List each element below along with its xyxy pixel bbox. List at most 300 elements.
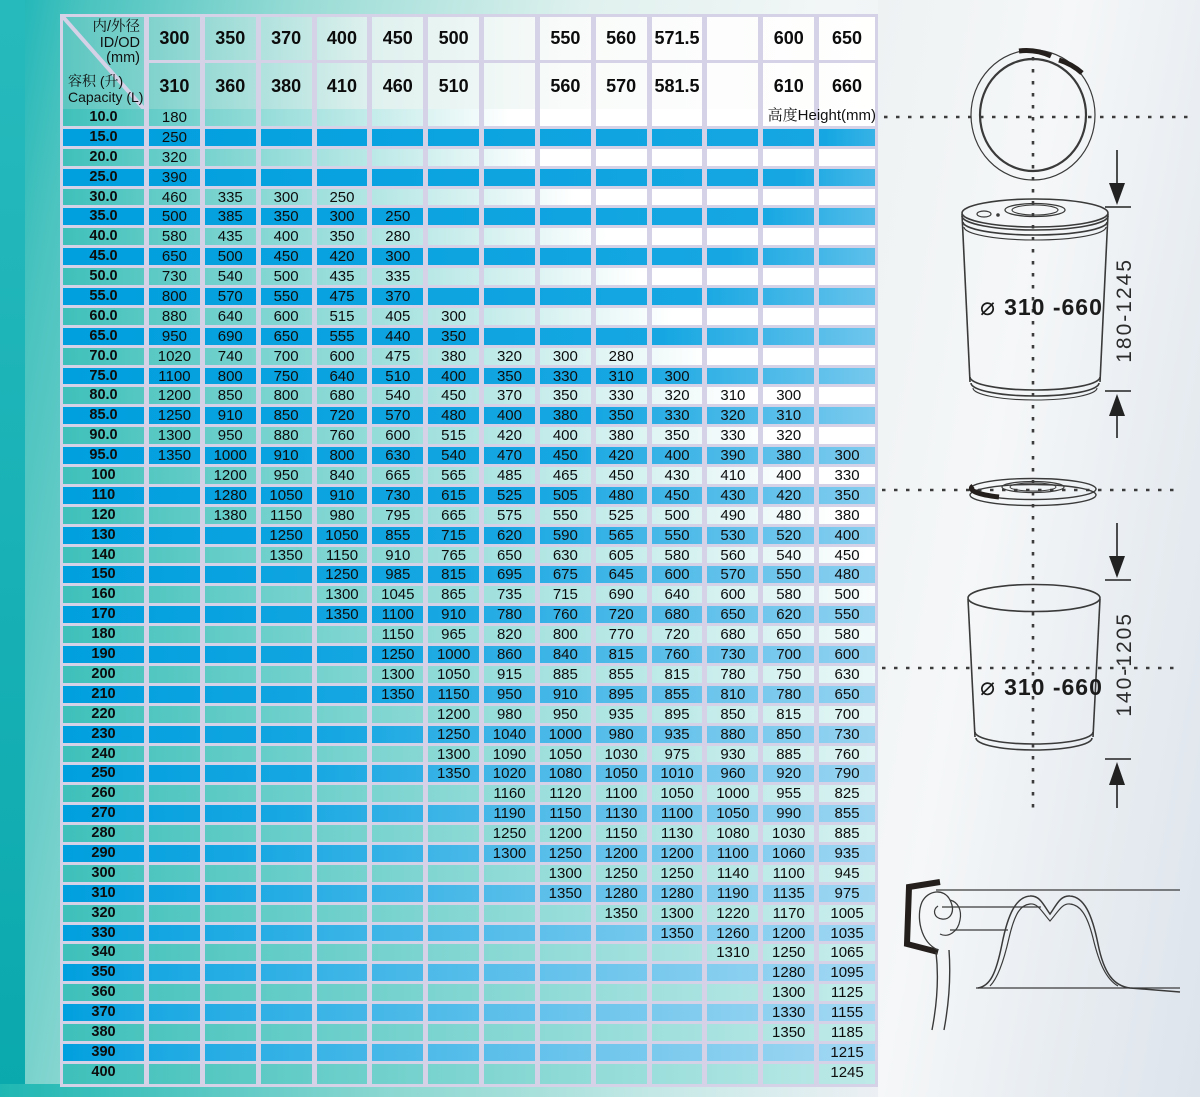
height-cell: 300 bbox=[372, 248, 428, 265]
height-cell: 1010 bbox=[652, 765, 708, 782]
table-row bbox=[63, 746, 875, 766]
capacity-label: 55.0 bbox=[63, 288, 149, 305]
height-cell bbox=[317, 129, 373, 146]
height-cell: 950 bbox=[205, 427, 261, 444]
height-cell bbox=[149, 925, 205, 942]
height-cell: 400 bbox=[428, 368, 484, 385]
height-cell bbox=[205, 626, 261, 643]
height-cell: 605 bbox=[596, 547, 652, 564]
height-cell bbox=[484, 1004, 540, 1021]
height-cell bbox=[205, 129, 261, 146]
capacity-label: 250 bbox=[63, 765, 149, 782]
height-cell bbox=[540, 228, 596, 245]
height-cell bbox=[372, 865, 428, 882]
height-cell: 910 bbox=[205, 407, 261, 424]
height-cell bbox=[149, 706, 205, 723]
height-cell: 380 bbox=[596, 427, 652, 444]
height-cell: 1150 bbox=[428, 686, 484, 703]
height-cell: 510 bbox=[372, 368, 428, 385]
height-cell bbox=[372, 885, 428, 902]
height-cell: 330 bbox=[834, 467, 860, 484]
height-cell bbox=[205, 706, 261, 723]
height-cell bbox=[819, 268, 875, 285]
capacity-label: 400 bbox=[63, 1064, 149, 1084]
height-cell: 1100 bbox=[707, 845, 763, 862]
height-cell: 1260 bbox=[707, 925, 763, 942]
height-cell bbox=[205, 984, 261, 1001]
height-cell: 720 bbox=[596, 606, 652, 623]
od-col-header: 310 bbox=[149, 63, 205, 109]
height-cell bbox=[261, 765, 317, 782]
height-cell: 310 bbox=[763, 407, 819, 424]
height-cell: 620 bbox=[484, 527, 540, 544]
height-cell bbox=[707, 208, 763, 225]
height-cell bbox=[205, 805, 261, 822]
height-cell: 390 bbox=[707, 447, 763, 464]
height-cell: 1250 bbox=[540, 845, 596, 862]
height-cell: 1350 bbox=[317, 606, 373, 623]
height-cell bbox=[484, 865, 540, 882]
height-cell: 1140 bbox=[707, 865, 763, 882]
height-cell: 810 bbox=[707, 686, 763, 703]
table-row bbox=[63, 785, 875, 805]
height-cell bbox=[317, 1004, 373, 1021]
height-cell: 1250 bbox=[149, 407, 205, 424]
height-cell: 540 bbox=[763, 547, 819, 564]
height-cell: 335 bbox=[372, 268, 428, 285]
height-cell: 370 bbox=[372, 288, 428, 305]
height-cell: 1200 bbox=[596, 845, 652, 862]
height-cell: 1030 bbox=[596, 746, 652, 763]
height-cell: 1200 bbox=[149, 387, 205, 404]
height-cell bbox=[428, 208, 484, 225]
height-cell: 980 bbox=[484, 706, 540, 723]
height-cell bbox=[428, 845, 484, 862]
table-row bbox=[63, 487, 875, 507]
height-cell bbox=[149, 487, 205, 504]
height-cell bbox=[484, 288, 540, 305]
height-cell: 1200 bbox=[652, 845, 708, 862]
height-cell bbox=[484, 885, 540, 902]
open-drum-diameter-label bbox=[980, 672, 1103, 702]
height-cell bbox=[596, 189, 652, 206]
height-cell: 1250 bbox=[372, 646, 428, 663]
height-cell bbox=[149, 646, 205, 663]
height-cell bbox=[261, 1004, 317, 1021]
height-cell: 540 bbox=[205, 268, 261, 285]
table-row bbox=[63, 208, 875, 228]
height-cell bbox=[261, 626, 317, 643]
height-cell: 815 bbox=[763, 706, 819, 723]
height-cell: 1300 bbox=[652, 905, 708, 922]
id-col-header bbox=[484, 17, 540, 63]
height-cell: 590 bbox=[540, 527, 596, 544]
height-cell: 1005 bbox=[830, 904, 864, 922]
height-cell: 715 bbox=[540, 586, 596, 603]
height-cell bbox=[763, 129, 819, 146]
table-row bbox=[63, 328, 875, 348]
height-cell: 380 bbox=[428, 348, 484, 365]
capacity-label: 60.0 bbox=[63, 308, 149, 325]
table-row bbox=[63, 1044, 875, 1064]
height-cell bbox=[149, 507, 205, 524]
height-cell: 460 bbox=[149, 189, 205, 206]
height-cell bbox=[372, 805, 428, 822]
table-row bbox=[63, 447, 875, 467]
corner-capacity-cn: 容积 (升) bbox=[68, 73, 124, 89]
height-cell: 1150 bbox=[317, 547, 373, 564]
height-cell bbox=[540, 268, 596, 285]
height-cell bbox=[261, 964, 317, 981]
height-cell: 180 bbox=[149, 109, 205, 126]
od-col-header: 581.5 bbox=[652, 63, 708, 109]
height-cell bbox=[596, 308, 652, 325]
height-cell bbox=[707, 328, 763, 345]
height-cell: 505 bbox=[540, 487, 596, 504]
height-cell bbox=[205, 149, 261, 166]
height-cell bbox=[261, 706, 317, 723]
height-cell: 435 bbox=[205, 228, 261, 245]
height-cell bbox=[261, 149, 317, 166]
height-cell: 1250 bbox=[652, 865, 708, 882]
height-cell: 480 bbox=[763, 507, 819, 524]
height-cell bbox=[819, 328, 875, 345]
height-cell: 1095 bbox=[830, 964, 864, 982]
corner-title-cn: 内/外径 bbox=[92, 19, 140, 35]
height-cell: 620 bbox=[763, 606, 819, 623]
height-cell bbox=[819, 348, 875, 365]
height-cell: 910 bbox=[372, 547, 428, 564]
height-cell bbox=[540, 109, 596, 126]
height-cell bbox=[317, 686, 373, 703]
capacity-label: 25.0 bbox=[63, 169, 149, 186]
height-cell bbox=[540, 288, 596, 305]
height-cell bbox=[205, 1024, 261, 1041]
height-cell: 1300 bbox=[149, 427, 205, 444]
height-cell bbox=[707, 129, 763, 146]
height-cell bbox=[428, 248, 484, 265]
height-cell bbox=[540, 308, 596, 325]
height-cell bbox=[540, 925, 596, 942]
height-cell bbox=[261, 805, 317, 822]
height-cell bbox=[540, 248, 596, 265]
dimension-arrow-down-top bbox=[1105, 150, 1131, 207]
height-cell: 640 bbox=[317, 368, 373, 385]
height-cell bbox=[261, 785, 317, 802]
height-cell: 950 bbox=[540, 706, 596, 723]
height-cell: 1300 bbox=[763, 984, 819, 1001]
height-cell: 380 bbox=[834, 506, 860, 524]
table-row bbox=[63, 706, 875, 726]
height-cell bbox=[261, 1044, 317, 1061]
height-cell: 730 bbox=[834, 725, 860, 743]
height-cell bbox=[652, 109, 708, 126]
closed-drum-diameter-value: 310 -660 bbox=[1004, 293, 1103, 320]
height-cell: 1135 bbox=[763, 885, 819, 902]
height-cell bbox=[540, 905, 596, 922]
height-cell: 945 bbox=[834, 864, 860, 882]
capacity-label: 90.0 bbox=[63, 427, 149, 444]
height-cell: 300 bbox=[428, 308, 484, 325]
height-cell: 770 bbox=[596, 626, 652, 643]
height-cell bbox=[484, 1024, 540, 1041]
height-cell bbox=[540, 189, 596, 206]
table-row bbox=[63, 527, 875, 547]
height-cell bbox=[428, 1064, 484, 1084]
table-row bbox=[63, 805, 875, 825]
height-cell: 1190 bbox=[484, 805, 540, 822]
height-cell: 1350 bbox=[596, 905, 652, 922]
height-cell: 1080 bbox=[707, 825, 763, 842]
height-cell: 1040 bbox=[484, 726, 540, 743]
height-cell: 350 bbox=[652, 427, 708, 444]
table-row bbox=[63, 467, 875, 487]
table-row bbox=[63, 169, 875, 189]
height-cell: 575 bbox=[484, 507, 540, 524]
height-cell bbox=[261, 984, 317, 1001]
height-cell: 320 bbox=[149, 149, 205, 166]
height-cell bbox=[261, 686, 317, 703]
height-cell: 760 bbox=[652, 646, 708, 663]
height-cell: 850 bbox=[763, 726, 819, 743]
height-cell: 1350 bbox=[428, 765, 484, 782]
height-cell bbox=[149, 666, 205, 683]
height-cell bbox=[484, 964, 540, 981]
height-cell: 730 bbox=[372, 487, 428, 504]
height-cell bbox=[484, 109, 540, 126]
table-row bbox=[63, 626, 875, 646]
height-cell: 1060 bbox=[763, 845, 819, 862]
corner-unit: (mm) bbox=[106, 50, 140, 66]
height-cell bbox=[149, 984, 205, 1001]
height-cell bbox=[317, 1044, 373, 1061]
capacity-label: 10.0 bbox=[63, 109, 149, 126]
height-cell bbox=[372, 1024, 428, 1041]
height-cell: 405 bbox=[372, 308, 428, 325]
height-cell: 950 bbox=[484, 686, 540, 703]
table-row bbox=[63, 1004, 875, 1024]
height-cell bbox=[428, 149, 484, 166]
height-cell: 1280 bbox=[763, 964, 819, 981]
height-cell: 310 bbox=[707, 387, 763, 404]
height-cell: 385 bbox=[205, 208, 261, 225]
height-cell: 1300 bbox=[540, 865, 596, 882]
table-row bbox=[63, 865, 875, 885]
height-cell: 550 bbox=[763, 566, 819, 583]
height-cell bbox=[428, 189, 484, 206]
table-row bbox=[63, 149, 875, 169]
height-cell: 450 bbox=[596, 467, 652, 484]
height-cell: 1020 bbox=[149, 348, 205, 365]
height-cell bbox=[484, 189, 540, 206]
height-cell: 515 bbox=[428, 427, 484, 444]
height-cell: 1280 bbox=[205, 487, 261, 504]
height-cell: 250 bbox=[149, 129, 205, 146]
drum-illustration bbox=[878, 0, 1200, 1097]
height-cell bbox=[763, 308, 819, 325]
height-cell bbox=[484, 149, 540, 166]
height-cell: 910 bbox=[317, 487, 373, 504]
height-cell bbox=[596, 288, 652, 305]
capacity-label: 210 bbox=[63, 686, 149, 703]
height-cell: 795 bbox=[372, 507, 428, 524]
capacity-label: 95.0 bbox=[63, 447, 149, 464]
height-cell bbox=[205, 964, 261, 981]
height-cell bbox=[484, 308, 540, 325]
capacity-label: 80.0 bbox=[63, 387, 149, 404]
height-cell bbox=[819, 208, 875, 225]
height-cell: 300 bbox=[261, 189, 317, 206]
height-cell bbox=[428, 785, 484, 802]
height-cell bbox=[540, 1024, 596, 1041]
height-cell: 1160 bbox=[484, 785, 540, 802]
id-col-header: 571.5 bbox=[652, 17, 708, 63]
height-cell: 1150 bbox=[261, 507, 317, 524]
table-row bbox=[63, 288, 875, 308]
height-cell: 740 bbox=[205, 348, 261, 365]
height-cell bbox=[652, 1024, 708, 1041]
height-cell bbox=[149, 865, 205, 882]
height-cell: 1050 bbox=[596, 765, 652, 782]
height-cell bbox=[484, 1064, 540, 1084]
height-cell bbox=[317, 905, 373, 922]
od-col-header: 570 bbox=[596, 63, 652, 109]
height-cell: 640 bbox=[652, 586, 708, 603]
id-col-header: 450 bbox=[372, 17, 428, 63]
closed-drum-diameter-label bbox=[980, 292, 1103, 322]
height-cell bbox=[149, 905, 205, 922]
height-cell: 1310 bbox=[707, 944, 763, 961]
table-row bbox=[63, 507, 875, 527]
height-cell: 1050 bbox=[540, 746, 596, 763]
height-cell: 300 bbox=[540, 348, 596, 365]
height-cell: 335 bbox=[205, 189, 261, 206]
height-cell bbox=[205, 925, 261, 942]
od-col-header: 560 bbox=[540, 63, 596, 109]
height-cell bbox=[428, 865, 484, 882]
height-cell bbox=[317, 825, 373, 842]
height-cell bbox=[707, 1024, 763, 1041]
height-cell bbox=[261, 606, 317, 623]
height-cell: 720 bbox=[317, 407, 373, 424]
height-cell: 1300 bbox=[428, 746, 484, 763]
id-col-header: 600 bbox=[763, 17, 819, 63]
height-cell: 910 bbox=[261, 447, 317, 464]
height-cell bbox=[372, 925, 428, 942]
table-corner bbox=[63, 17, 149, 109]
height-cell bbox=[763, 268, 819, 285]
height-cell: 990 bbox=[763, 805, 819, 822]
corner-id-od-label bbox=[92, 20, 140, 67]
capacity-label: 350 bbox=[63, 964, 149, 981]
capacity-label: 150 bbox=[63, 566, 149, 583]
height-cell: 1000 bbox=[707, 785, 763, 802]
table-row bbox=[63, 1064, 875, 1084]
height-cell bbox=[652, 964, 708, 981]
height-cell bbox=[149, 845, 205, 862]
height-cell: 910 bbox=[540, 686, 596, 703]
height-cell: 855 bbox=[596, 666, 652, 683]
height-cell bbox=[596, 149, 652, 166]
height-cell: 565 bbox=[596, 527, 652, 544]
height-cell: 855 bbox=[834, 805, 860, 823]
height-cell bbox=[261, 566, 317, 583]
table-row bbox=[63, 726, 875, 746]
capacity-label: 120 bbox=[63, 507, 149, 524]
height-cell: 735 bbox=[484, 586, 540, 603]
height-cell bbox=[707, 248, 763, 265]
table-row bbox=[63, 547, 875, 567]
od-col-header bbox=[707, 63, 763, 109]
height-cell bbox=[707, 189, 763, 206]
height-cell bbox=[707, 1044, 763, 1061]
height-cell: 1100 bbox=[652, 805, 708, 822]
table-row bbox=[63, 606, 875, 626]
height-cell: 420 bbox=[484, 427, 540, 444]
height-cell: 825 bbox=[834, 785, 860, 803]
height-cell bbox=[149, 746, 205, 763]
height-cell: 1280 bbox=[596, 885, 652, 902]
height-cell: 470 bbox=[484, 447, 540, 464]
height-cell bbox=[317, 944, 373, 961]
height-cell bbox=[372, 726, 428, 743]
height-cell: 600 bbox=[652, 566, 708, 583]
height-cell bbox=[596, 109, 652, 126]
height-cell bbox=[317, 865, 373, 882]
height-cell bbox=[652, 1044, 708, 1061]
height-cell: 1250 bbox=[317, 566, 373, 583]
height-cell bbox=[707, 1064, 763, 1084]
height-cell bbox=[149, 785, 205, 802]
height-cell bbox=[317, 765, 373, 782]
capacity-label: 45.0 bbox=[63, 248, 149, 265]
table-row bbox=[63, 228, 875, 248]
height-cell: 600 bbox=[707, 586, 763, 603]
height-cell bbox=[819, 308, 875, 325]
capacity-label: 360 bbox=[63, 984, 149, 1001]
height-cell: 1020 bbox=[484, 765, 540, 782]
height-cell: 1200 bbox=[428, 706, 484, 723]
height-cell bbox=[484, 268, 540, 285]
height-cell bbox=[428, 984, 484, 1001]
height-cell bbox=[707, 268, 763, 285]
height-cell: 885 bbox=[834, 825, 860, 842]
height-cell: 650 bbox=[484, 547, 540, 564]
height-cell bbox=[372, 1064, 428, 1084]
height-cell: 880 bbox=[707, 726, 763, 743]
height-cell bbox=[261, 666, 317, 683]
open-drum-diameter-value: 310 -660 bbox=[1004, 673, 1103, 700]
height-cell: 490 bbox=[707, 507, 763, 524]
table-row bbox=[63, 646, 875, 666]
height-cell: 1130 bbox=[652, 825, 708, 842]
height-cell: 760 bbox=[540, 606, 596, 623]
height-cell: 1350 bbox=[652, 925, 708, 942]
height-cell bbox=[484, 328, 540, 345]
height-cell bbox=[652, 268, 708, 285]
height-cell: 730 bbox=[149, 268, 205, 285]
height-cell: 885 bbox=[540, 666, 596, 683]
height-cell: 550 bbox=[652, 527, 708, 544]
height-cell: 500 bbox=[205, 248, 261, 265]
height-cell: 380 bbox=[540, 407, 596, 424]
height-cell bbox=[317, 1064, 373, 1084]
height-cell: 500 bbox=[261, 268, 317, 285]
height-cell bbox=[540, 328, 596, 345]
height-cell: 320 bbox=[707, 407, 763, 424]
capacity-label: 75.0 bbox=[63, 368, 149, 385]
height-cell: 800 bbox=[149, 288, 205, 305]
